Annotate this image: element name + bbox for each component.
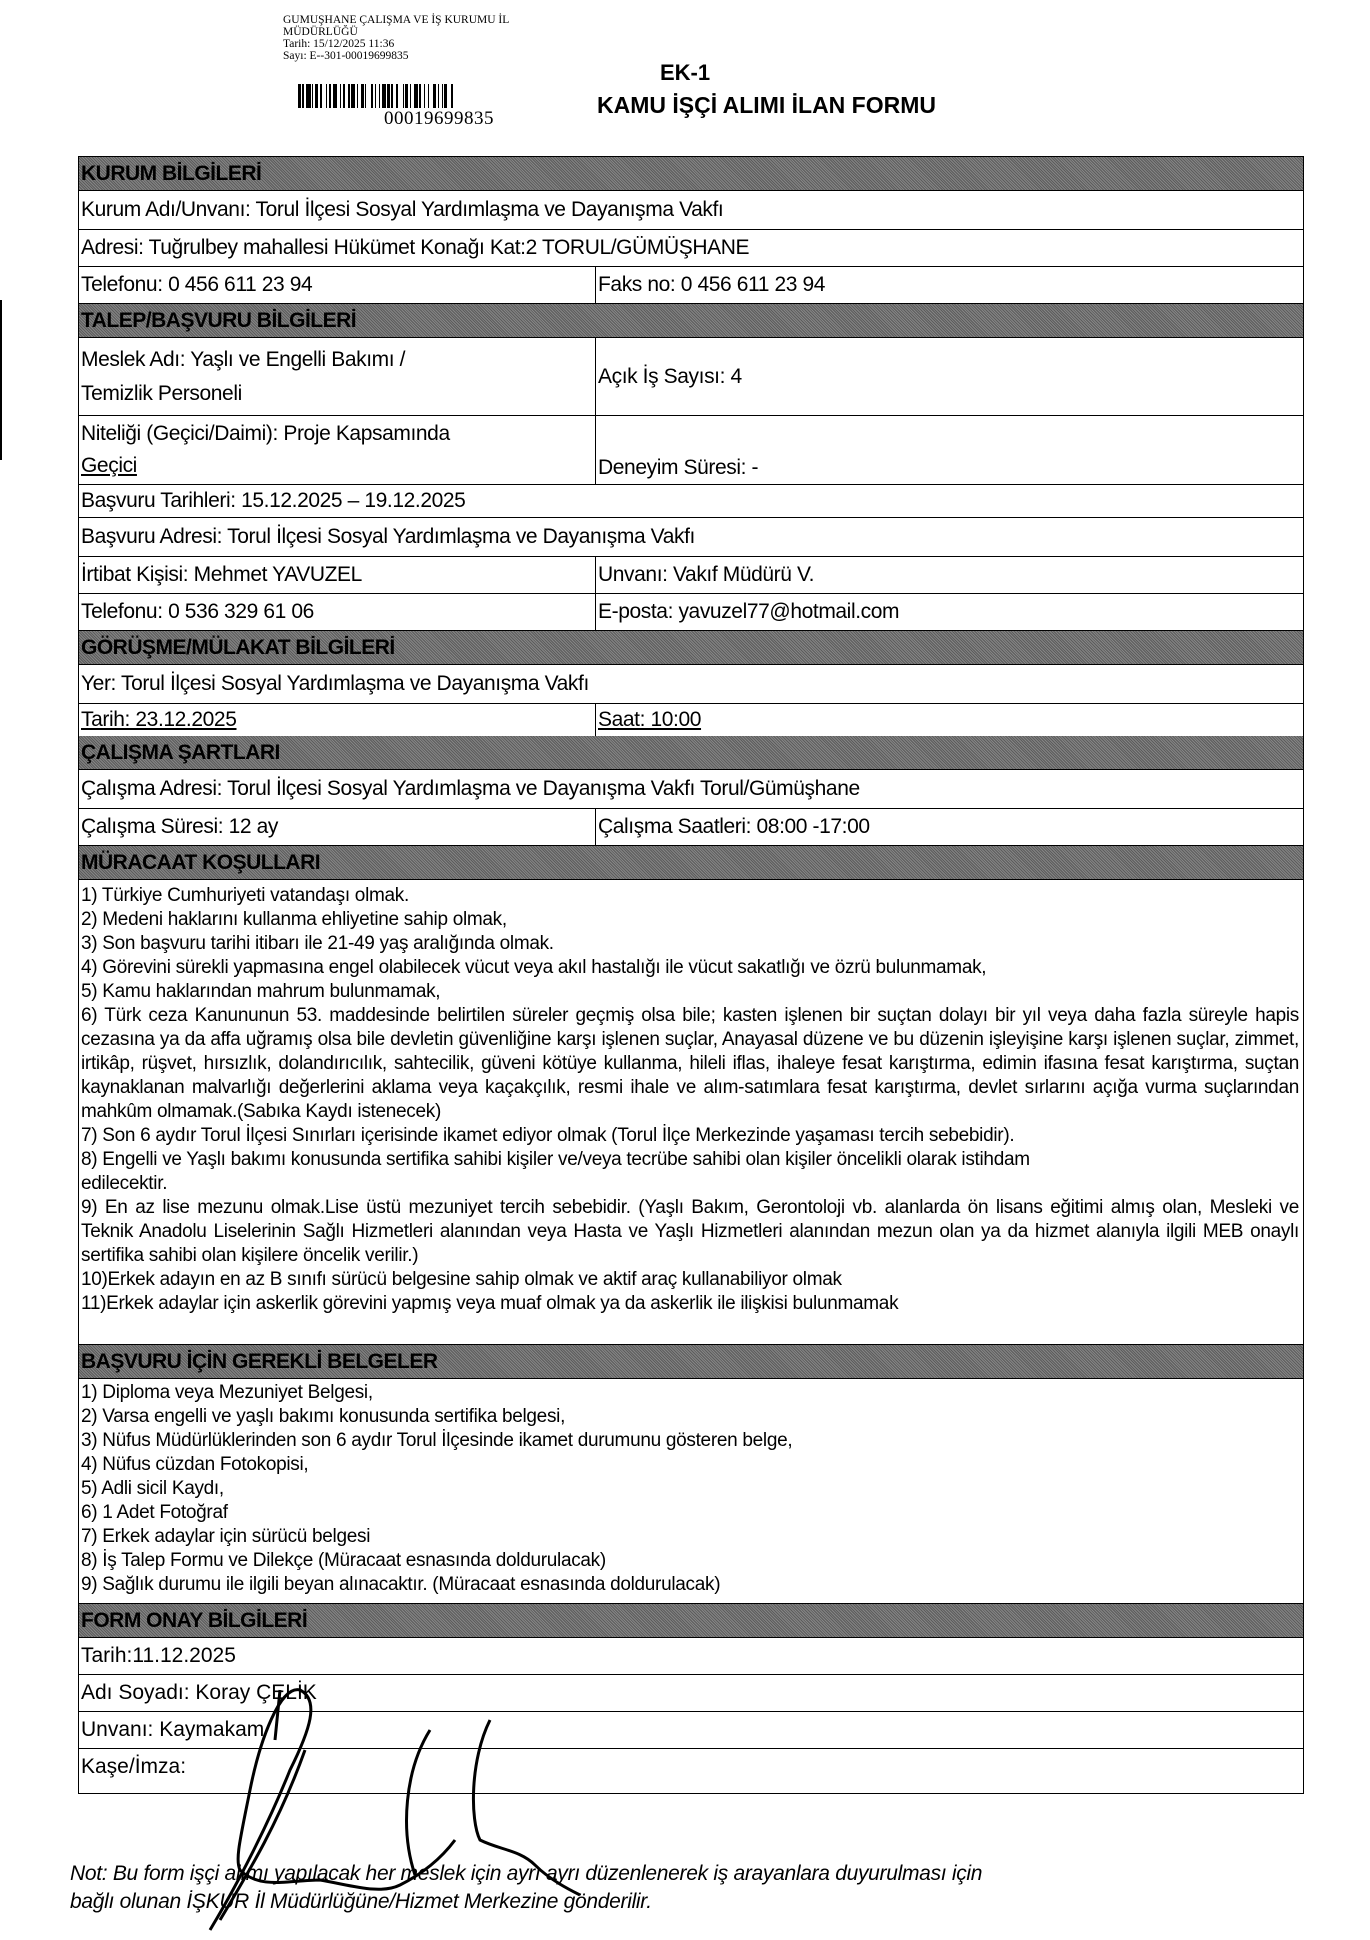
row-profession — [79, 338, 1303, 416]
kurum-name: Kurum Adı/Unvanı: Torul İlçesi Sosyal Yardımlaşma ve Dayanışma Vakfı — [81, 198, 724, 221]
condition-item: 4) Görevini sürekli yapmasına engel olabilecek vücut veya akıl hastalığı ile vücut sakatlığı ve özrü bulunmamak, — [81, 957, 987, 978]
form-title-text: KAMU İŞÇİ ALIMI İLAN FORMU — [597, 92, 937, 118]
row-interview-place — [79, 665, 1303, 704]
margin-mark — [0, 300, 2, 460]
work-duration: Çalışma Süresi: 12 ay — [79, 809, 596, 845]
stamp-office: GUMUŞHANE ÇALIŞMA VE İŞ KURUMU İL MÜDÜRLÜĞÜ — [283, 14, 509, 38]
condition-item: 5) Kamu haklarından mahrum bulunmamak, — [81, 981, 441, 1002]
nature-cell — [79, 416, 596, 484]
open-positions: Açık İş Sayısı: 4 — [598, 364, 742, 388]
section-calisma: ÇALIŞMA ŞARTLARI — [79, 736, 1303, 770]
row-kurum-address — [79, 230, 1303, 267]
contact-email: E-posta: yavuzel77@hotmail.com — [598, 600, 900, 623]
kurum-phone: Telefonu: 0 456 611 23 94 — [79, 267, 596, 303]
note-line2: bağlı olunan İŞKUR İl Müdürlüğüne/Hizmet Merkezine gönderilir. — [70, 1890, 652, 1913]
condition-item: 11)Erkek adaylar için askerlik görevini yapmış veya muaf olmak ya da askerlik ile ilişkisi bulunmamak — [81, 1293, 899, 1314]
barcode-bar — [453, 84, 454, 108]
document-item: 4) Nüfus cüzdan Fotokopisi, — [81, 1454, 309, 1475]
document-item: 3) Nüfus Müdürlüklerinden son 6 aydır Torul İlçesinde ikamet durumunu gösteren belge, — [81, 1430, 793, 1451]
row-contact-phone — [79, 594, 1303, 631]
section-belgeler: BAŞVURU İÇİN GEREKLİ BELGELER — [79, 1345, 1303, 1379]
row-work-duration — [79, 809, 1303, 846]
document-item: 8) İş Talep Formu ve Dilekçe (Müracaat esnasında doldurulacak) — [81, 1550, 606, 1571]
kurum-address: Adresi: Tuğrulbey mahallesi Hükümet Konağı Kat:2 TORUL/GÜMÜŞHANE — [81, 236, 750, 259]
form-title — [597, 92, 947, 119]
profession-line2: Temizlik Personeli — [81, 381, 242, 405]
work-address: Çalışma Adresi: Torul İlçesi Sosyal Yardımlaşma ve Dayanışma Vakfı Torul/Gümüşhane — [81, 777, 860, 800]
row-interview-date — [79, 704, 1303, 736]
application-address: Başvuru Adresi: Torul İlçesi Sosyal Yardımlaşma ve Dayanışma Vakfı — [81, 525, 695, 548]
document-item: 9) Sağlık durumu ile ilgili beyan alınacaktır. (Müracaat esnasında doldurulacak) — [81, 1574, 721, 1595]
document-item: 7) Erkek adaylar için sürücü belgesi — [81, 1526, 371, 1547]
section-muracaat: MÜRACAAT KOŞULLARI — [79, 846, 1303, 880]
document-item: 6) 1 Adet Fotoğraf — [81, 1502, 228, 1523]
seal-signature: Kaşe/İmza: — [81, 1755, 187, 1778]
application-dates: Başvuru Tarihleri: 15.12.2025 – 19.12.2025 — [81, 489, 466, 512]
stamp-date: Tarih: 15/12/2025 11:36 — [283, 38, 395, 50]
document-item: 5) Adli sicil Kaydı, — [81, 1478, 224, 1499]
row-application-address — [79, 518, 1303, 557]
registry-stamp — [283, 14, 533, 62]
condition-item: 10)Erkek adayın en az B sınıfı sürücü belgesine sahip olmak ve aktif araç kullanabiliyor olmak — [81, 1269, 842, 1290]
row-work-address — [79, 770, 1303, 809]
condition-item: 7) Son 6 aydır Torul İlçesi Sınırları içerisinde ikamet ediyor olmak (Torul İlçe Merkezinde yaşaması tercih sebebidir). — [81, 1125, 1015, 1146]
row-dates — [79, 485, 1303, 518]
profession-line1: Meslek Adı: Yaşlı ve Engelli Bakımı / — [81, 347, 406, 371]
row-contact — [79, 557, 1303, 594]
contact-title: Unvanı: Vakıf Müdürü V. — [598, 563, 815, 586]
footer-note — [70, 1860, 982, 1916]
condition-item: 9) En az lise mezunu olmak.Lise üstü mezuniyet tercih sebebidir. (Yaşlı Bakım, Gerontoloji vb. alanlarda ön lisans eğitimi almış olan, Mesleki ve Teknik Anadolu Liselerinin Sağlı Hizmetleri alanından veya Hasta ve Yaşlı Hizmetleri alanından mezun olan ya da hizmet alanıyla ilgili MEB onaylı sertifika sahibi olan kişilere öncelik verilir.) — [81, 1197, 1299, 1266]
kurum-fax: Faks no: 0 456 611 23 94 — [598, 273, 826, 296]
stamp-number: Sayı: E--301-00019699835 — [283, 50, 409, 62]
section-kurum: KURUM BİLGİLERİ — [79, 157, 1303, 191]
application-form — [78, 156, 1304, 1794]
section-gorusme: GÖRÜŞME/MÜLAKAT BİLGİLERİ — [79, 631, 1303, 665]
row-kurum-phone — [79, 267, 1303, 304]
condition-item: 2) Medeni haklarını kullanma ehliyetine sahip olmak, — [81, 909, 507, 930]
condition-item: 3) Son başvuru tarihi itibarı ile 21-49 yaş aralığında olmak. — [81, 933, 554, 954]
section-talep: TALEP/BAŞVURU BİLGİLERİ — [79, 304, 1303, 338]
condition-item: 1) Türkiye Cumhuriyeti vatandaşı olmak. — [81, 885, 409, 906]
interview-time: Saat: 10:00 — [598, 708, 702, 731]
work-hours: Çalışma Saatleri: 08:00 -17:00 — [598, 815, 870, 838]
condition-item: 8) Engelli ve Yaşlı bakımı konusunda sertifika sahibi kişiler ve/veya tecrübe sahibi olan kişiler öncelikli olarak istihdam edilecektir. — [81, 1149, 1030, 1194]
profession-cell — [79, 338, 596, 415]
condition-item: 6) Türk ceza Kanununun 53. maddesinde belirtilen süreler geçmiş olsa bile; kasten işlenen bir suçtan dolayı bir yıl veya daha fazla süreyle hapis cezasına ya da affa uğramış olsa bile devletin güvenliğine karşı işlenen suçlar, Anayasal düzene ve bu düzenin işleyişine karşı işlenen suçlar, zimmet, irtikâp, rüşvet, hırsızlık, dolandırıcılık, sahtecilik, güveni kötüye kullanma, hileli iflas, ihaleye fesat karıştırma, edimin ifasına fesat karıştırma, suçtan kaynaklanan malvarlığı değerlerini aklama veya kaçakçılık, resmi ihale ve alım-satımlara fesat karıştırma, devlet sırlarını açığa vurma suçlarından mahkûm olmamak.(Sabıka Kaydı istenecek) — [81, 1005, 1299, 1122]
interview-date: Tarih: 23.12.2025 — [79, 704, 596, 736]
row-kurum-name — [79, 191, 1303, 230]
contact-phone: Telefonu: 0 536 329 61 06 — [79, 594, 596, 630]
approval-date: Tarih:11.12.2025 — [79, 1638, 1303, 1675]
barcode-image — [298, 84, 588, 108]
conditions-list — [79, 880, 1303, 1345]
nature-line1: Niteliği (Geçici/Daimi): Proje Kapsamında — [81, 422, 450, 445]
approver-title: Unvanı: Kaymakam — [79, 1712, 1303, 1749]
experience: Deneyim Süresi: - — [598, 456, 759, 479]
row-nature — [79, 416, 1303, 485]
approver-name: Adı Soyadı: Koray ÇELİK — [79, 1675, 1303, 1712]
nature-line2: Geçici — [81, 454, 137, 477]
barcode-number: 00019699835 — [384, 108, 494, 129]
interview-place: Yer: Torul İlçesi Sosyal Yardımlaşma ve Dayanışma Vakfı — [81, 672, 589, 695]
note-line1: Not: Bu form işçi alımı yapılacak her meslek için ayrı ayrı düzenlenerek iş arayanlara duyurulması için — [70, 1862, 983, 1885]
document-item: 2) Varsa engelli ve yaşlı bakımı konusunda sertifika belgesi, — [81, 1406, 566, 1427]
section-onay: FORM ONAY BİLGİLERİ — [79, 1604, 1303, 1638]
document-item: 1) Diploma veya Mezuniyet Belgesi, — [81, 1382, 373, 1403]
contact-person: İrtibat Kişisi: Mehmet YAVUZEL — [79, 557, 596, 593]
annex-label: EK-1 — [660, 60, 711, 85]
documents-list — [79, 1379, 1303, 1604]
